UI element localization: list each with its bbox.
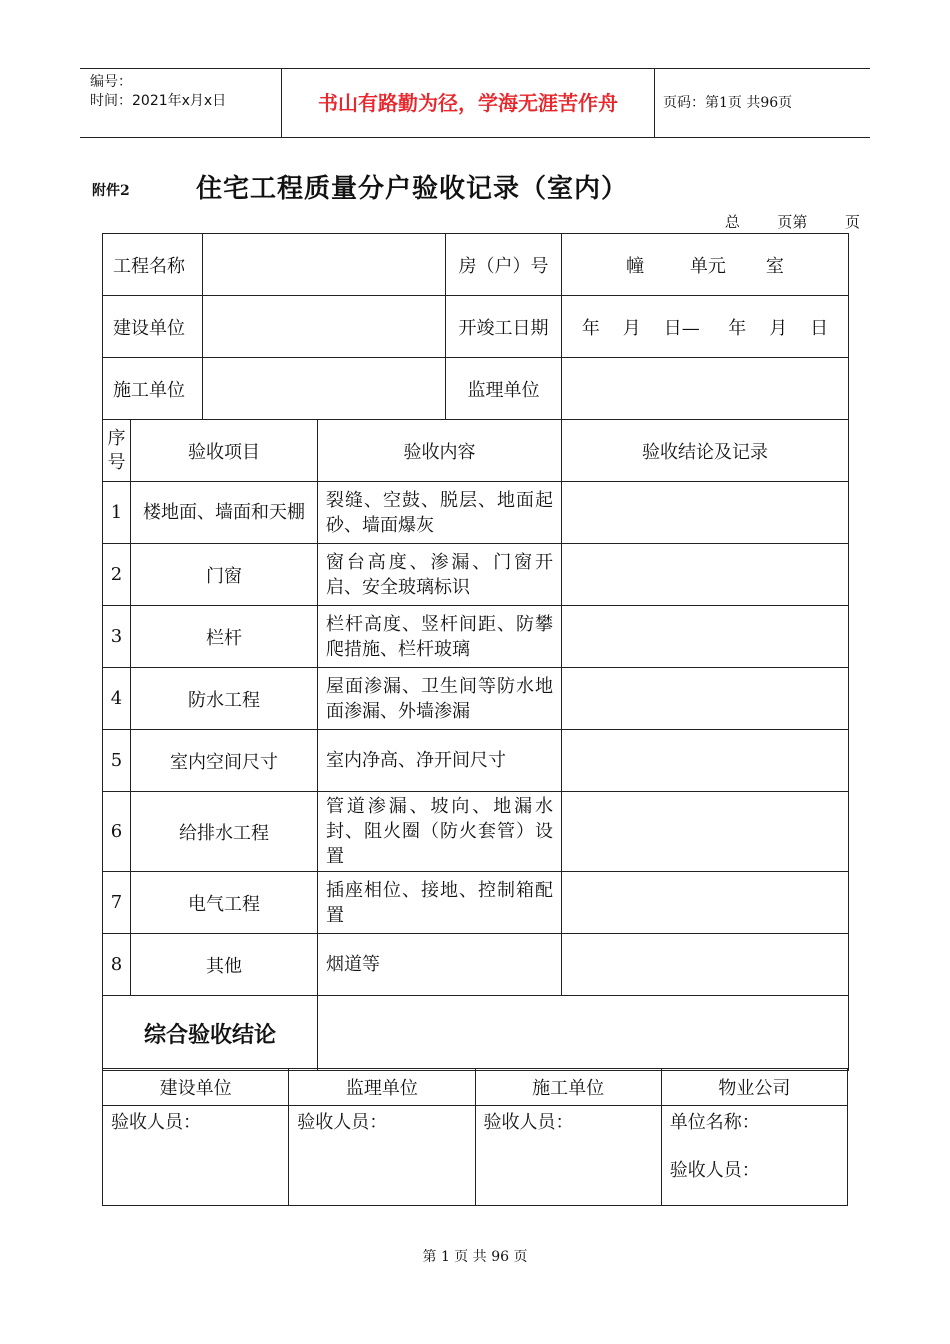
item-no: 2 [103,544,131,606]
inspection-table [102,233,849,1071]
signoff-header-row [103,1069,848,1106]
item-result[interactable] [562,792,849,872]
conclusion-label: 综合验收结论 [103,996,318,1071]
signoff-builder-cell[interactable] [103,1106,289,1206]
table-row [103,792,849,872]
item-content: 屋面渗漏、卫生间等防水地面渗漏、外墙渗漏 [318,668,562,730]
project-name-label: 工程名称 [103,234,203,296]
serial-label: 编号： [90,74,132,90]
item-content: 裂缝、空鼓、脱层、地面起砂、墙面爆灰 [318,482,562,544]
item-result[interactable] [562,544,849,606]
supervisor-field[interactable] [562,358,849,420]
supervisor-label: 监理单位 [446,358,562,420]
signoff-supervisor-header: 监理单位 [289,1069,475,1106]
item-result[interactable] [562,730,849,792]
item-result[interactable] [562,872,849,934]
item-result[interactable] [562,606,849,668]
page-word2: 页 [844,213,860,231]
form-title-row [92,168,862,208]
table-row [103,606,849,668]
date-field[interactable]: 年 月 日— 年 月 日 [562,296,849,358]
page-word1: 页第 [777,213,808,231]
item-no: 3 [103,606,131,668]
seq-header: 序号 [103,420,131,482]
table-row [103,872,849,934]
builder-label: 建设单位 [103,296,203,358]
item-content: 烟道等 [318,934,562,996]
result-header: 验收结论及记录 [562,420,849,482]
header-motto: 书山有路勤为径，学海无涯苦作舟 [281,69,655,137]
signoff-builder-header: 建设单位 [103,1069,289,1106]
signoff-constructor-cell[interactable] [475,1106,661,1206]
table-row [103,544,849,606]
attachment-label: 附件2 [92,183,130,199]
item-result[interactable] [562,934,849,996]
items-header-row [103,420,849,482]
info-row-1 [103,234,849,296]
item-name: 栏杆 [131,606,318,668]
item-name: 防水工程 [131,668,318,730]
item-name: 电气工程 [131,872,318,934]
item-result[interactable] [562,482,849,544]
item-no: 5 [103,730,131,792]
builder-field[interactable] [203,296,446,358]
item-header: 验收项目 [131,420,318,482]
signoff-constructor-header: 施工单位 [475,1069,661,1106]
item-name: 给排水工程 [131,792,318,872]
table-row [103,934,849,996]
conclusion-row [103,996,849,1071]
item-no: 7 [103,872,131,934]
constructor-label: 施工单位 [103,358,203,420]
signoff-table [102,1068,848,1206]
item-no: 4 [103,668,131,730]
inspector-label: 验收人员： [669,1160,760,1181]
signoff-body-row [103,1106,848,1206]
inspector-label: 验收人员： [111,1112,201,1133]
signoff-property-header: 物业公司 [661,1069,847,1106]
item-name: 室内空间尺寸 [131,730,318,792]
table-row [103,668,849,730]
project-name-field[interactable] [203,234,446,296]
item-content: 室内净高、净开间尺寸 [318,730,562,792]
inspector-label: 验收人员： [483,1112,574,1133]
constructor-field[interactable] [203,358,446,420]
item-no: 1 [103,482,131,544]
time-label: 时间：2021年x月x日 [90,93,227,109]
document-header [80,68,870,138]
table-row [103,730,849,792]
page-footer: 第 1 页 共 96 页 [422,1249,528,1265]
info-row-2 [103,296,849,358]
form-title: 住宅工程质量分户验收记录（室内） [196,174,629,204]
signoff-property-cell[interactable] [661,1106,847,1206]
house-no-label: 房（户）号 [446,234,562,296]
item-content: 栏杆高度、竖杆间距、防攀爬措施、栏杆玻璃 [318,606,562,668]
house-no-field[interactable]: 幢 单元 室 [562,234,849,296]
content-header: 验收内容 [318,420,562,482]
signoff-supervisor-cell[interactable] [289,1106,475,1206]
page-total-label: 总 [724,213,740,231]
date-label: 开竣工日期 [446,296,562,358]
item-content: 管道渗漏、坡向、地漏水封、阻火圈（防火套管）设置 [318,792,562,872]
page-info [725,211,860,232]
item-no: 6 [103,792,131,872]
item-result[interactable] [562,668,849,730]
item-name: 楼地面、墙面和天棚 [131,482,318,544]
header-meta [80,69,280,137]
info-row-3 [103,358,849,420]
unit-name-label: 单位名称： [669,1112,760,1133]
item-name: 门窗 [131,544,318,606]
table-row [103,482,849,544]
item-no: 8 [103,934,131,996]
item-content: 插座相位、接地、控制箱配置 [318,872,562,934]
header-page-code: 页码：第1页 共96页 [663,95,793,111]
item-name: 其他 [131,934,318,996]
conclusion-field[interactable] [318,996,849,1071]
inspector-label: 验收人员： [297,1112,388,1133]
item-content: 窗台高度、渗漏、门窗开启、安全玻璃标识 [318,544,562,606]
